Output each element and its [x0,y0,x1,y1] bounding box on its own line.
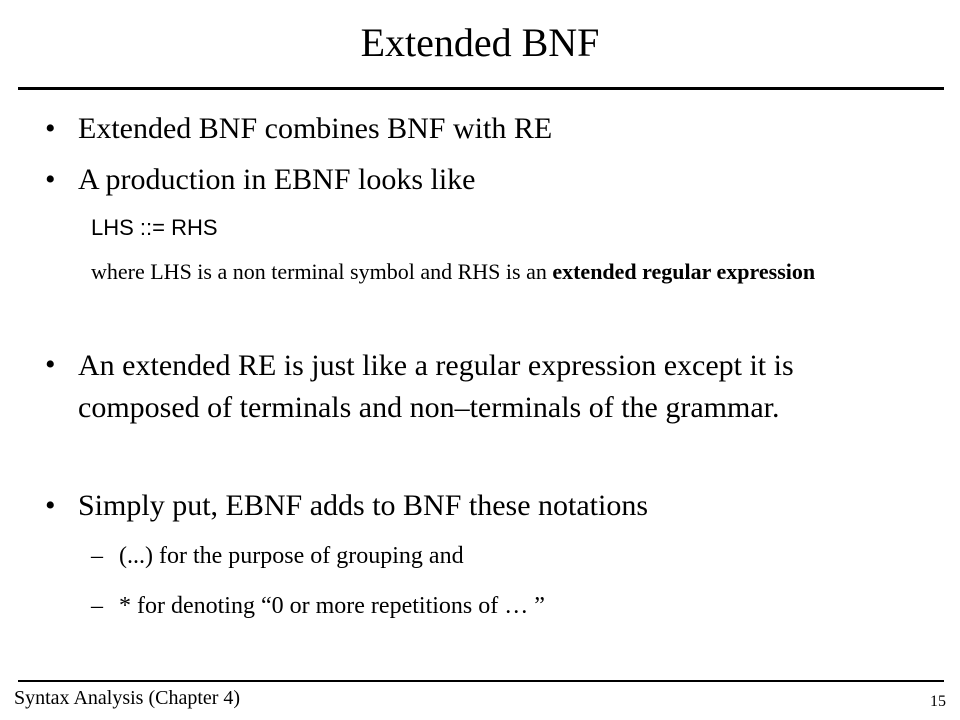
bullet-marker: • [45,489,56,522]
slide-title: Extended BNF [360,20,600,65]
bullet-marker: • [45,348,56,381]
description-text: where LHS is a non terminal symbol and RHS is an [91,259,553,284]
bullet-item: Extended BNF combines BNF with RE [78,112,553,145]
footer-course: Syntax Analysis (Chapter 4) [14,687,241,709]
production-example: LHS ::= RHS [91,215,218,240]
bullet-marker: • [45,163,56,196]
dash-marker: – [91,543,103,569]
page-number: 15 [930,693,946,710]
bullet-marker: • [45,112,56,145]
notation-item: * for denoting “0 or more repetitions of … ” [119,593,545,619]
production-description [91,257,921,287]
bullet-item: A production in EBNF looks like [78,163,476,196]
dash-marker: – [91,593,103,619]
bullet-item: Simply put, EBNF adds to BNF these notations [78,489,649,522]
bullet-item: An extended RE is just like a regular expression except it is composed of terminals and non–terminals of the grammar. [78,349,794,424]
title-divider [18,87,944,90]
notation-item: (...) for the purpose of grouping and [119,543,464,569]
footer-divider [18,680,944,682]
description-emphasis: extended regular expression [552,259,816,284]
